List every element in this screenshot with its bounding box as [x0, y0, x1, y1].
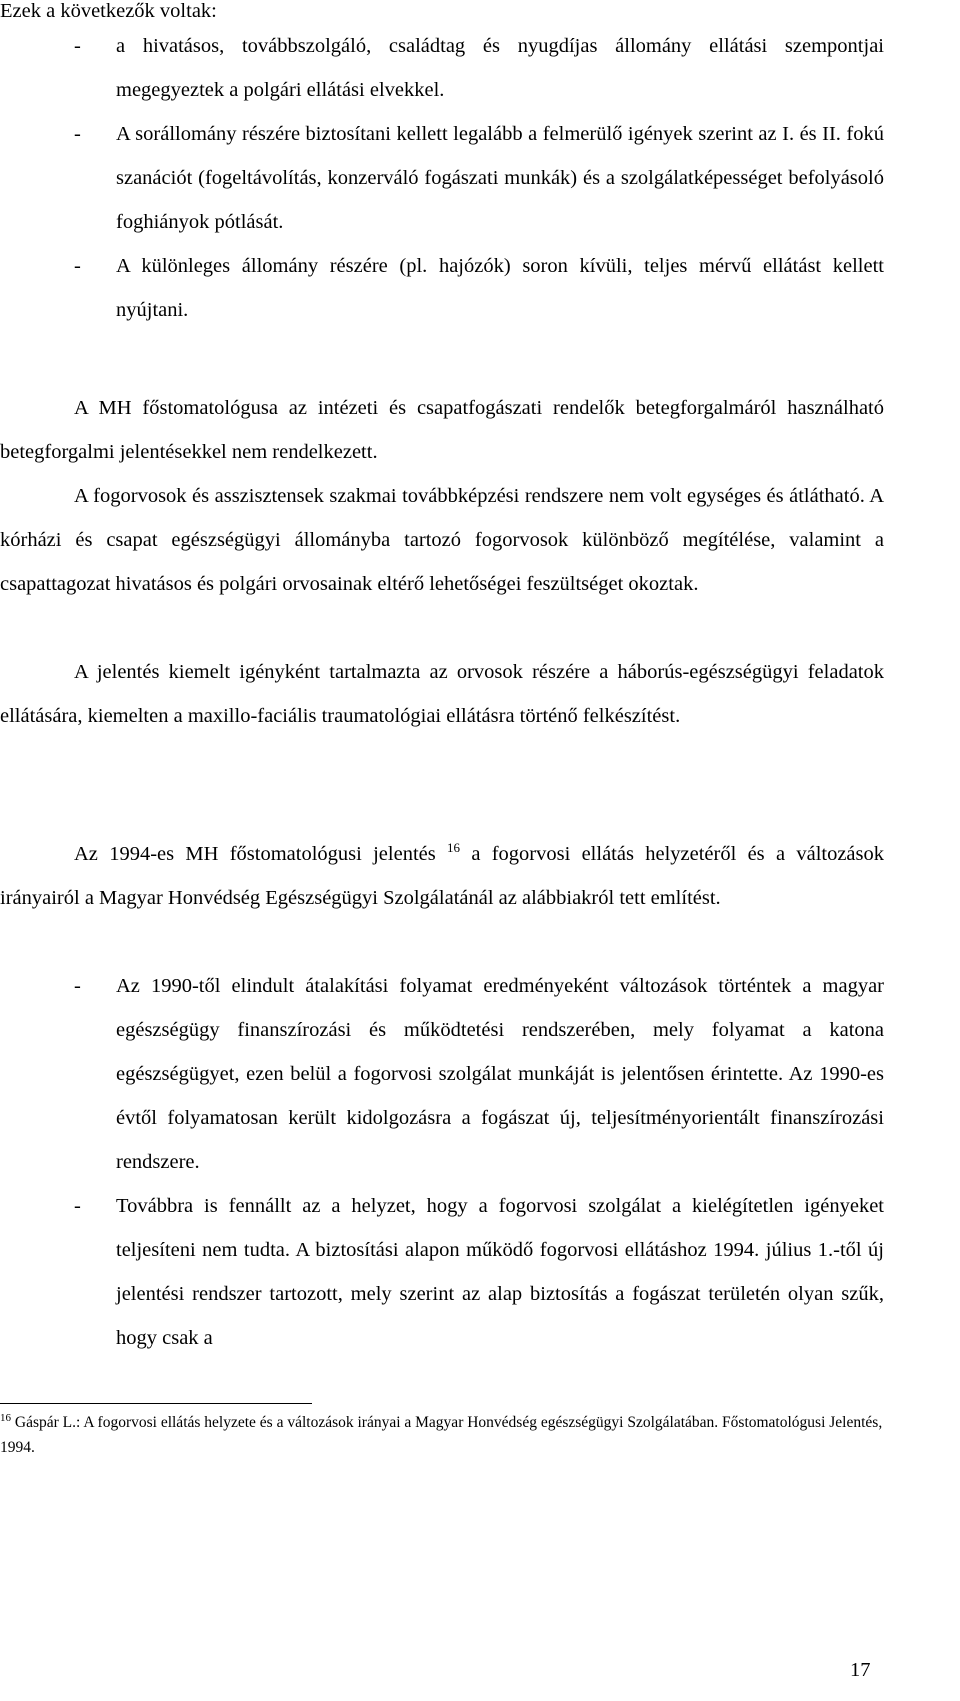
report-text-before: Az 1994-es MH főstomatológusi jelentés — [74, 843, 448, 865]
list-item-text: Továbbra is fennállt az a helyzet, hogy a fogorvosi szolgálat a kielégítetlen igényeket teljesíteni nem tudta. A biztosítási alapon működő fogorvosi ellátáshoz 1994. július 1.-től új jelentési rendszer tartozott, mely szerint az alap biztosítás a fogászat területén olyan szűk, hogy csak a — [116, 1195, 884, 1349]
requirements-list — [0, 24, 884, 332]
report-text-after: a fogorvosi ellátás helyzetéről és a változások irányairól a Magyar Honvédség Egészségügyi Szolgálatánál az alábbiakról tett említést. — [0, 843, 885, 909]
list-item — [0, 24, 884, 112]
paragraph: A fogorvosok és asszisztensek szakmai továbbképzési rendszere nem volt egységes és átlátható. A kórházi és csapat egészségügyi állományba tartozó fogorvosok különböző megítélése, valamint a csapattagozat hivatásos és polgári orvosainak eltérő lehetőségei feszültséget okoztak. — [0, 485, 884, 595]
footnote — [0, 1410, 884, 1460]
list-bullet: - — [74, 35, 81, 57]
list-bullet: - — [74, 1195, 81, 1217]
paragraph: A MH főstomatológusa az intézeti és csapatfogászati rendelők betegforgalmáról használható betegforgalmi jelentésekkel nem rendelkezett. — [0, 397, 884, 463]
paragraph-report — [0, 832, 884, 920]
list-item — [0, 964, 884, 1184]
page-number: 17 — [850, 1659, 871, 1681]
list-item-text: A sorállomány részére biztosítani kellett legalább a felmerülő igények szerint az I. és II. fokú szanációt (fogeltávolítás, konzerváló fogászati munkák) és a szolgálatképességet befolyásoló foghiányok pótlását. — [116, 123, 884, 233]
list-item-text: Az 1990-től elindult átalakítási folyamat eredményeként változások történtek a magyar egészségügy finanszírozási és működtetési rendszerében, mely folyamat a katona egészségügyet, ezen belül a fogorvosi szolgálat munkáját is jelentősen érintette. Az 1990-es évtől folyamatosan került kidolgozásra a fogászat új, teljesítményorientált finanszírozási rendszere. — [116, 975, 884, 1173]
list-item-text: a hivatásos, továbbszolgáló, családtag és nyugdíjas állomány ellátási szempontjai megegyeztek a polgári ellátási elvekkel. — [116, 35, 884, 101]
list-item — [0, 112, 884, 244]
footnote-reference[interactable]: 16 — [447, 840, 461, 856]
list-bullet: - — [74, 255, 81, 277]
list-bullet: - — [74, 975, 81, 997]
list-item — [0, 1184, 884, 1360]
section-heading: Ezek a következők voltak: — [0, 0, 217, 22]
changes-list — [0, 964, 884, 1360]
footnote-number: 16 — [0, 1411, 11, 1424]
paragraph: A jelentés kiemelt igényként tartalmazta az orvosok részére a háborús-egészségügyi feladatok ellátására, kiemelten a maxillo-faciális traumatológiai ellátásra történő felkészítést. — [0, 661, 884, 727]
list-bullet: - — [74, 123, 81, 145]
footnote-separator — [0, 1403, 312, 1404]
footnote-text: Gáspár L.: A fogorvosi ellátás helyzete és a változások irányai a Magyar Honvédség egészségügyi Szolgálatában. Főstomatológusi Jelentés, 1994. — [0, 1414, 883, 1456]
list-item — [0, 244, 884, 332]
list-item-text: A különleges állomány részére (pl. hajózók) soron kívüli, teljes mérvű ellátást kellett nyújtani. — [116, 255, 884, 321]
